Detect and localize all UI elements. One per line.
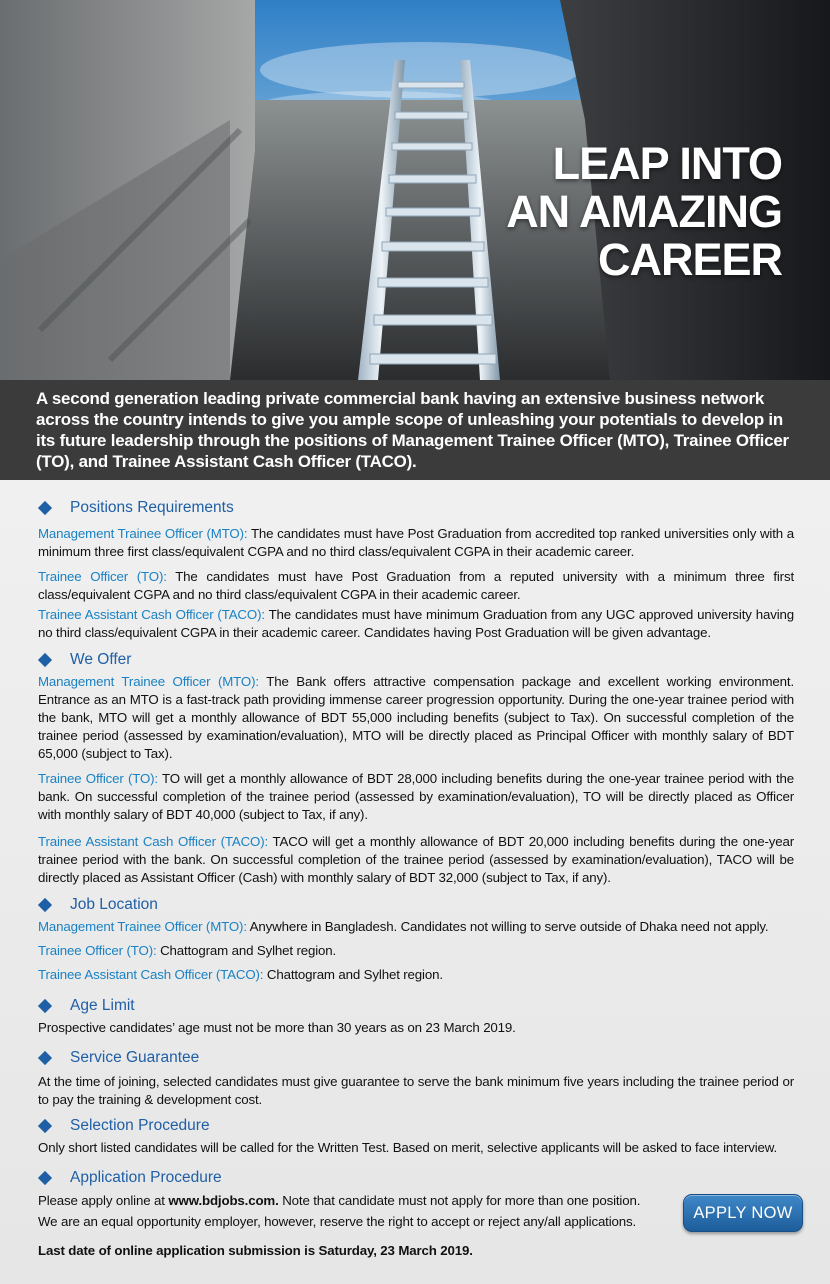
offer-to — [38, 770, 794, 824]
application-line-2: We are an equal opportunity employer, however, reserve the right to accept or reject any/all applications. — [38, 1214, 637, 1229]
position-label: Trainee Assistant Cash Officer (TACO): — [38, 607, 265, 622]
section-selection-procedure — [40, 1115, 210, 1137]
section-age-limit — [40, 995, 135, 1017]
bdjobs-link[interactable]: www.bdjobs.com. — [168, 1193, 279, 1208]
position-label: Management Trainee Officer (MTO): — [38, 526, 248, 541]
position-label: Trainee Officer (TO): — [38, 771, 158, 786]
requirement-taco — [38, 606, 794, 642]
offer-text: TO will get a monthly allowance of BDT 28,000 including benefits during the one-year trainee period with the bank. On successful completion of the trainee period (assessed by examination/evaluation), TO will be directly placed as Officer with monthly salary of BDT 40,000 (subject to Tax, if any). — [38, 771, 794, 822]
section-positions-requirements — [40, 497, 234, 519]
diamond-bullet-icon — [38, 999, 52, 1013]
section-title: Job Location — [70, 896, 158, 913]
location-mto — [38, 918, 794, 936]
section-title: We Offer — [70, 651, 132, 668]
section-job-location — [40, 894, 158, 916]
requirement-to — [38, 568, 794, 604]
headline-line-2: AN AMAZING — [506, 186, 782, 237]
location-text: Chattogram and Sylhet region. — [263, 967, 443, 982]
offer-text: The Bank offers attractive compensation package and excellent working environment. Entrance as an MTO is a fast-track path providing immense career progression opportunity. During the one-year trainee period with the bank, MTO will get a monthly allowance of BDT 55,000 including benefits (subject to Tax). On successful completion of the trainee period (assessed by examination/evaluation), MTO will be directly placed as Principal Officer with monthly salary of BDT 65,000 (subject to Tax). — [38, 674, 794, 761]
application-text: Please apply online at — [38, 1193, 169, 1208]
intro-text — [0, 380, 830, 472]
diamond-bullet-icon — [38, 501, 52, 515]
offer-taco — [38, 833, 794, 887]
requirement-text: The candidates must have Post Graduation from accredited top ranked universities only with a minimum three first class/equivalent CGPA and no third class/equivalent CGPA in their academic career. — [38, 526, 794, 559]
position-label: Trainee Officer (TO): — [38, 569, 167, 584]
selection-procedure-text: Only short listed candidates will be called for the Written Test. Based on merit, selective applicants will be asked to face interview. — [38, 1140, 778, 1155]
diamond-bullet-icon — [38, 1171, 52, 1185]
application-text: Note that candidate must not apply for more than one position. — [278, 1193, 641, 1208]
location-to — [38, 942, 794, 960]
requirement-mto — [38, 525, 794, 561]
requirement-text: The candidates must have Post Graduation from a reputed university with a minimum three first class/equivalent CGPA and no third class/equivalent CGPA in their academic career. — [38, 569, 794, 602]
location-text: Anywhere in Bangladesh. Candidates not willing to serve outside of Dhaka need not apply. — [246, 919, 769, 934]
position-label: Trainee Assistant Cash Officer (TACO): — [38, 834, 269, 849]
intro-text-main: A second generation leading private commercial bank having an extensive business network across the country intends to give you ample scope of unleashing your potentials to develop in its future leadership through the positions of — [36, 389, 784, 450]
apply-now-button[interactable]: APPLY NOW — [683, 1194, 803, 1232]
application-line-1 — [38, 1192, 688, 1210]
position-label: Trainee Assistant Cash Officer (TACO): — [38, 967, 264, 982]
diamond-bullet-icon — [38, 653, 52, 667]
position-label: Management Trainee Officer (MTO): — [38, 919, 247, 934]
section-title: Service Guarantee — [70, 1049, 200, 1066]
headline-line-3: CAREER — [597, 234, 782, 285]
position-label: Management Trainee Officer (MTO): — [38, 674, 259, 689]
requirement-text: The candidates must have minimum Graduation from any UGC approved university having no third class/equivalent CGPA in their academic career. Candidates having Post Graduation will be given advantage. — [38, 607, 794, 640]
offer-mto — [38, 673, 794, 763]
section-we-offer — [40, 649, 131, 671]
headline-line-1: LEAP INTO — [552, 138, 782, 189]
intro-positions: Management Trainee Officer (MTO), Trainee Officer (TO), and Trainee Assistant Cash Officer (TACO). — [36, 431, 789, 471]
section-title: Age Limit — [70, 997, 135, 1014]
location-text: Chattogram and Sylhet region. — [156, 943, 337, 958]
section-title: Application Procedure — [70, 1169, 222, 1186]
diamond-bullet-icon — [38, 1119, 52, 1133]
section-service-guarantee — [40, 1047, 199, 1069]
diamond-bullet-icon — [38, 1051, 52, 1065]
location-taco — [38, 966, 794, 984]
diamond-bullet-icon — [38, 898, 52, 912]
headline — [506, 140, 782, 284]
position-label: Trainee Officer (TO): — [38, 943, 157, 958]
intro-banner — [0, 380, 830, 480]
section-title: Selection Procedure — [70, 1117, 210, 1134]
section-title: Positions Requirements — [70, 499, 234, 516]
section-application-procedure — [40, 1167, 222, 1189]
service-guarantee-text: At the time of joining, selected candidates must give guarantee to serve the bank minimum five years including the trainee period or to pay the training & development cost. — [38, 1074, 794, 1107]
offer-text: TACO will get a monthly allowance of BDT 20,000 including benefits during the one-year trainee period with the bank. On successful completion of the trainee period (assessed by examination/evaluation), TACO will be directly placed as Assistant Officer (Cash) with monthly salary of BDT 32,000 (subject to Tax, if any). — [38, 834, 795, 885]
application-deadline: Last date of online application submission is Saturday, 23 March 2019. — [38, 1243, 473, 1258]
hero-banner — [0, 0, 830, 380]
age-limit-text: Prospective candidates’ age must not be more than 30 years as on 23 March 2019. — [38, 1020, 516, 1035]
